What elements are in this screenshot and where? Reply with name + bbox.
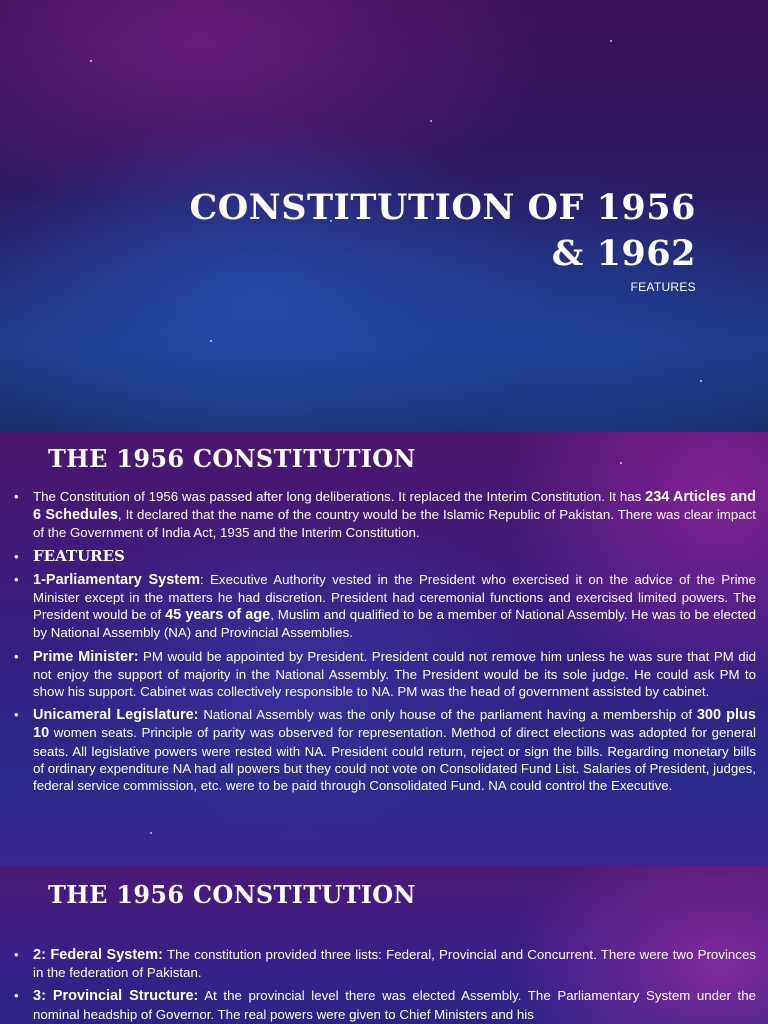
bullet-provincial-structure [0, 987, 768, 1022]
bullet-glyph: • [14, 489, 19, 504]
prime-minister-text: PM would be appointed by President. President could not remove him unless he was sure that PM did not enjoy the support of majority in the National Assembly. The President would be its sole judge. He could ask PM to show his support. Cabinet was collectively responsible to NA. PM was the head of government assisted by cabinet. [33, 648, 756, 700]
provincial-text: At the provincial level there was elected Assembly. The Parliamentary System under the nominal headship of Governor. The real powers were given to Chief Ministers and his [33, 988, 756, 1022]
star-decoration [90, 60, 92, 62]
bullet-parliamentary-system [0, 571, 768, 642]
prime-minister-term: Prime Minister: [33, 648, 139, 665]
star-decoration [610, 40, 612, 42]
bullet-federal-system [0, 946, 768, 981]
unicameral-text: National Assembly was the only house of the parliament having a membership of [198, 707, 697, 723]
unicameral-text-cont: women seats. Principle of parity was observed for representation. Method of direct elections was adopted for general seats. All legislative powers were rested with NA. President could return, reject or sign the bills. Regarding monetary bills of ordinary expenditure NA had all powers but they could not vote on Consolidated Fund List. Salaries of President, judges, federal service commission, etc. were to be paid through Consolidated Fund. NA could control the Executive. [33, 725, 756, 794]
parliamentary-text-cont: , Muslim and qualified to be a member of National Assembly. He was to be elected by National Assembly (NA) and Provincial Assemblies. [33, 607, 756, 641]
slide-title: THE 1956 CONSTITUTION [48, 444, 416, 473]
age-emphasis: 45 years of age [165, 607, 271, 624]
seats-emphasis: 300 plus 10 [33, 707, 756, 742]
intro-text: The Constitution of 1956 was passed after long deliberations. It replaced the Interim Constitution. It has [33, 489, 646, 504]
star-decoration [620, 462, 622, 464]
parliamentary-text: : Executive Authority vested in the President who exercised it on the advice of the Prime Minister except in the matters he had discretion. President had ceremonial functions and exercised limited powers. The President would be of [33, 571, 757, 623]
bullet-intro [0, 488, 768, 542]
bullet-unicameral-legislature [0, 706, 768, 794]
intro-text-cont: , It declared that the name of the country would be the Islamic Republic of Pakistan. There was clear impact of the Government of India Act, 1935 and the Interim Constitution. [33, 507, 756, 541]
unicameral-term: Unicameral Legislature: [33, 707, 199, 724]
cover-slide [0, 0, 768, 432]
provincial-term: 3: Provincial Structure: [33, 988, 199, 1005]
features-heading: FEATURES [33, 546, 125, 565]
star-decoration [210, 340, 212, 342]
bullet-glyph: • [14, 988, 19, 1004]
slide-1956-constitution [0, 432, 768, 866]
slide-1956-constitution-cont [0, 866, 768, 1024]
bullet-glyph: • [14, 571, 19, 587]
star-decoration [700, 380, 702, 382]
bullet-prime-minister [0, 648, 768, 701]
bullet-glyph: • [14, 548, 19, 564]
bullet-list [0, 946, 768, 1024]
parliamentary-term: 1-Parliamentary System [33, 571, 201, 588]
slide-title: THE 1956 CONSTITUTION [48, 880, 416, 909]
federal-text: The constitution provided three lists: Federal, Provincial and Concurrent. There were two Provinces in the federation of Pakistan. [33, 947, 756, 981]
bullet-glyph: • [14, 648, 19, 664]
articles-count: 234 Articles and 6 Schedules [33, 489, 757, 524]
bullet-list [0, 488, 768, 800]
star-decoration [150, 832, 152, 834]
bullet-features-heading [0, 548, 768, 565]
bullet-glyph: • [14, 947, 19, 962]
cover-subtitle: FEATURES [630, 280, 696, 294]
cover-title-line2: & 1962 [551, 233, 696, 274]
cover-title [176, 185, 696, 277]
star-decoration [430, 120, 432, 122]
cover-title-line1: CONSTITUTION OF 1956 [189, 187, 696, 228]
federal-term: 2: Federal System: [33, 947, 163, 963]
bullet-glyph: • [14, 707, 19, 723]
